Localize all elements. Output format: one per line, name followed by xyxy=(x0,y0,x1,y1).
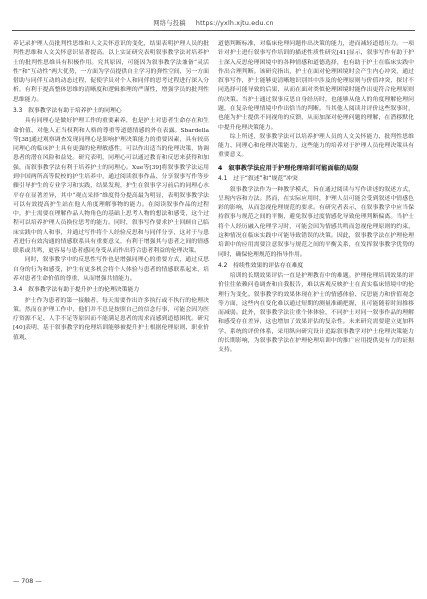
section-heading-3-4: 3.4 叙事教学法有助于提升护士的伦理决策能力 xyxy=(13,287,140,294)
running-header xyxy=(12,18,415,31)
journal-section: 网络与投稿 xyxy=(153,20,186,27)
section-heading-4-1: 4.1 过于“叙述”和“规范”冲突 xyxy=(218,176,298,183)
right-column xyxy=(218,40,414,572)
section-heading-3-3: 3.3 叙事教学法有助于培养护士的同理心 xyxy=(13,107,122,114)
paragraph: 同时，叙事教学中的反思性写作也是增强同理心的重要方式，通过反思自身的行为和感受，护生有更多机会将个人体验与患者的情感联系起来，培养对患者生命价值的尊重，从而增强共情能力。 xyxy=(13,257,209,283)
page-number: — 708 — xyxy=(13,578,42,585)
journal-url[interactable]: https://yxlh.xjtu.edu.cn xyxy=(195,20,274,27)
paragraph: 具有同理心是做好护理工作的重要素养，也是护士对患者生命存在和生命价值、对他人正当权利和人格的尊重等道德情感的外在表露。Sbardella等[38]通过观察调查发现同理心是影响护理决策能力的重要因素，具有较高同理心的临床护士具有更强的伦理敏感性，可以作出适当的伦理决策，协调患者的潜在风险和益处。研究表明，同理心可以通过教育和反思来获得和加强，而叙事教学法有利于培养护士的同理心。Xue等[39]将叙事教学法运用到中国两所高等院校的护生培养中，通过阅读叙事作品、分享叙事写作等步骤引导护生的专业学习和实践，结果发现，护生在叙事学习前后的同理心水平存在显著差异，其中“观点采择”维度得分提高最为明显，表明叙事教学法可以有效提高护生站在他人角度理解事物的能力。在阅读叙事作品的过程中，护士需要在理解作品人物角色的基础上思考人物的想法和感受，这个过程可以培养护理人员换位思考的能力。同时，叙事写作要求护士回顾自己临床实践中的人和事，并通过写作将个人经验反思和与同伴分享，这对于与患者进行有效沟通的情感联系具有重要意义，有利于增强其与患者之间的情感联系或共鸣，更容易与患者感同身受从而作出符合患者利益的伦理决策。 xyxy=(13,118,209,255)
paragraph: 综上所述，叙事教学法可以培养护理人员的人文关怀能力、批判性思维能力、同理心和伦理决策能力，这些能力的培养对于护理人员伦理决策具有重要意义。 xyxy=(218,133,414,159)
paragraph: 道德判断标准，对临床伦理问题作出决策的能力，进而减轻道德压力。一项针对护士进行叙事写作培训的描述性质性研究[41]显示，叙事写作有助于护士深入反思伦理困境中的各种情感和道德选择，也有助于护士在临床实践中作出合理判断。该研究指出，护士在面对伦理困境时会产生内心冲突，通过叙事写作，护士能够更清晰地识别其中涉及的伦理原则与价值冲突，探讨不同选择可能导致的后果，从而在面对类似伦理困境时能作出更符合伦理原则的决策。当护士通过叙事反思自身经历时，也能够从他人的角度理解伦理问题，在复杂伦理情境中作出恰当的判断。当其他人阅读并评价这些叙事时，也能为护士提供不同视角的反馈，从而加深对伦理问题的理解，在潜移默化中提升伦理决策能力。 xyxy=(218,41,414,131)
left-column xyxy=(13,40,209,572)
paragraph: 叙事教学法作为一种教学模式，旨在通过阅读与写作讲述的叙述方式，呈现内容和方法。然而，在实际应用时，护理人员可能会受到叙述中情感色彩的影响，从而忽视伦理规范的要求。有研究者表示，在叙事教学中应当保持叙事与规范之间的平衡，避免叙事过度情感化导致伦理判断偏离。当护士将个人经历融入伦理学习时，可能会因为情感共鸣而忽视伦理原则的约束，这种情况在临床实践中可能导致错误的决策。因此，叙事教学法在护理伦理培训中的应用需要注意叙事与规范之间的平衡关系，在发挥叙事教学优势的同时，确保伦理规范的指导作用。 xyxy=(218,186,414,258)
paragraph: 培训的长期效果评估一直是护理教育中的难题。护理伦理培训效果的评价往往依赖问卷调查和自我报告，难以客观反映护士在真实临床情境中的伦理行为变化。叙事教学的效果体现在护士的情感体验、反思能力和价值观念等方面，这些内在变化难以通过短期的测量准确把握，且可能随着时间推移而减弱。此外，叙事教学法注重个体体验，不同护士对同一叙事作品的理解和感受存在差异，这也增加了效果评估的复杂性。未来研究需要建立更加科学、系统的评价体系，采用纵向研究设计追踪叙事教学对护士伦理决策能力的长期影响，为叙事教学法在护理伦理培训中的推广应用提供更有力的证据支持。 xyxy=(218,273,414,354)
section-heading-4-2: 4.2 持续性效果的评估存在难度 xyxy=(218,262,304,269)
paragraph: 护士作为患者的第一接触者，每天需要作出许多执行或不执行的伦理决策。然而在护理工作中，他们并不总是按照自己的信念行事，可能会因为医疗资源不足、人手不足等原因而不能满足患者的需求而感到道德困扰。研究[40]表明，基于叙事教学的伦理培训能够被提升护士根据伦理原则、职业价值观、 xyxy=(13,297,209,341)
paragraph: 养记录护理人员批判性思维和人文关怀意识的变化，结果表明护理人员的批判性思维和人文关怀意识显著提高。以上实证研究表明叙事教学法对培养护士的批判性思维具有积极作用。究其原因，可能因为叙事教学法兼备“灵活性”和“互动性”两大优势，一方面为学员提供自主学习的弹性空间，另一方面借助与同伴互动的动态过程，促使学员对个人和同伴的思考过程进行深入分析，有利于提高整体思维的清晰度和逻辑推理的严谨性，增强学员的批判性思维能力。 xyxy=(13,41,209,103)
section-heading-4: 4 叙事教学法应用于护理伦理培训可能面临的局限 xyxy=(218,164,359,172)
